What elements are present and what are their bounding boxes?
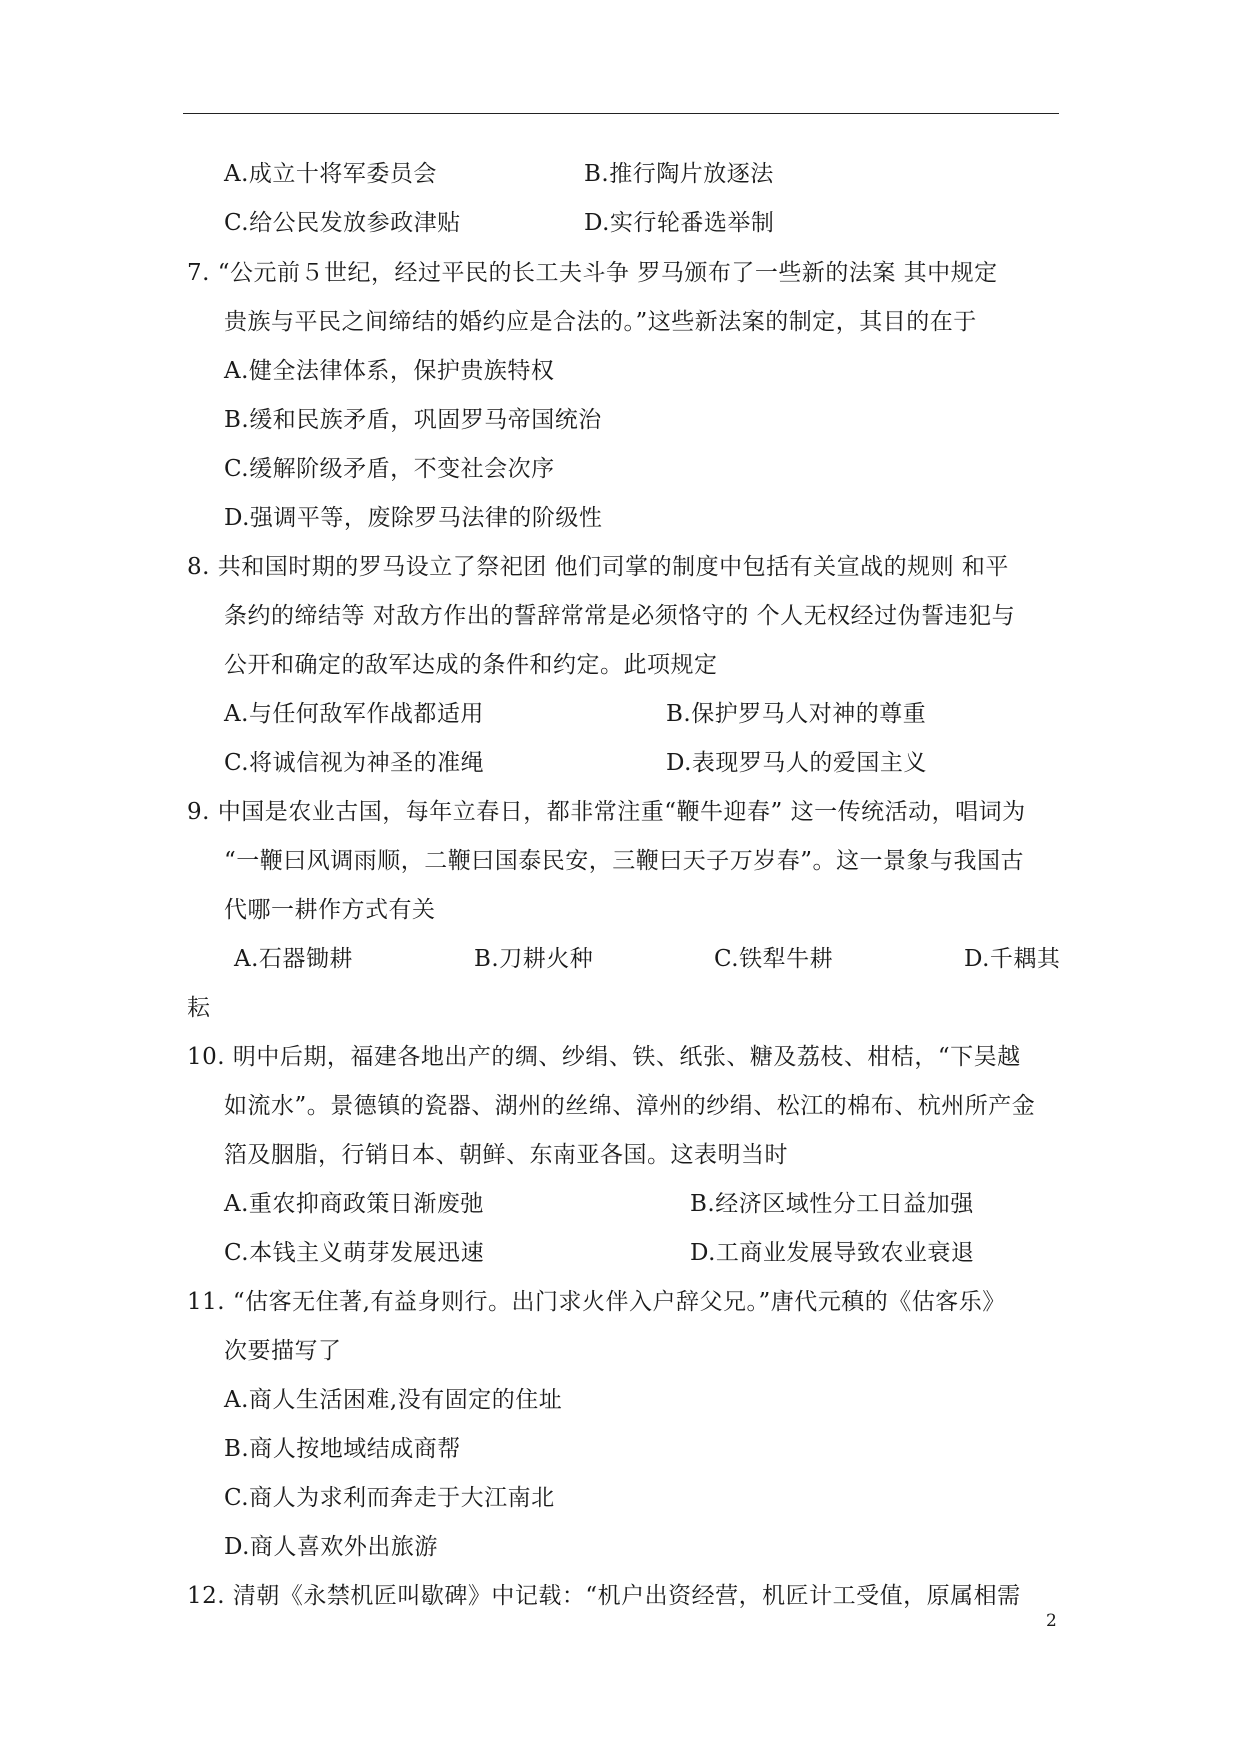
q11-option-b: B.商人按地域结成商帮 — [224, 1436, 461, 1462]
q9-stem-line-1: 9. 中国是农业古国，每年立春日，都非常注重“鞭牛迎春” 这一传统活动，唱词为 — [187, 799, 1026, 825]
q10-option-d: D.工商业发展导致农业衰退 — [690, 1240, 975, 1266]
q10-option-b: B.经济区域性分工日益加强 — [690, 1191, 974, 1217]
q7-stem-line-2: 贵族与平民之间缔结的婚约应是合法的。”这些新法案的制定，其目的在于 — [224, 309, 977, 335]
q9-stem-line-3: 代哪一耕作方式有关 — [224, 897, 436, 923]
q7-option-d: D.强调平等，废除罗马法律的阶级性 — [224, 505, 603, 531]
q11-stem-line-2: 次要描写了 — [224, 1338, 342, 1364]
q10-stem-line-3: 箔及胭脂，行销日本、朝鲜、东南亚各国。这表明当时 — [224, 1142, 788, 1168]
q10-option-a: A.重农抑商政策日渐废弛 — [224, 1191, 484, 1217]
q11-option-c: C.商人为求利而奔走于大江南北 — [224, 1485, 555, 1511]
q6-option-d: D.实行轮番选举制 — [584, 210, 775, 236]
q10-stem-line-2: 如流水”。景德镇的瓷器、湖州的丝绵、漳州的纱绢、松江的棉布、杭州所产金 — [224, 1093, 1036, 1119]
q11-option-a: A.商人生活困难,没有固定的住址 — [224, 1387, 563, 1413]
q9-option-c: C.铁犁牛耕 — [714, 946, 834, 972]
q9-option-d: D.千耦其 — [964, 946, 1061, 972]
q6-option-b: B.推行陶片放逐法 — [584, 161, 774, 187]
q7-option-c: C.缓解阶级矛盾，不变社会次序 — [224, 456, 555, 482]
q8-stem-line-2: 条约的缔结等 对敌方作出的誓辞常常是必须恪守的 个人无权经过伪誓违犯与 — [224, 603, 1016, 629]
q9-option-d-wrap: 耘 — [187, 995, 211, 1021]
q7-option-b: B.缓和民族矛盾，巩固罗马帝国统治 — [224, 407, 602, 433]
q10-stem-line-1: 10. 明中后期，福建各地出产的绸、纱绢、铁、纸张、糖及荔枝、柑桔，“下吴越 — [187, 1044, 1021, 1070]
q11-stem-line-1: 11. “估客无住著,有益身则行。出门求火伴入户辞父兄。”唐代元稹的《估客乐》 — [187, 1289, 1006, 1315]
q8-option-d: D.表现罗马人的爱国主义 — [666, 750, 927, 776]
q6-option-a: A.成立十将军委员会 — [224, 161, 437, 187]
q8-stem-line-3: 公开和确定的敌军达成的条件和约定。此项规定 — [224, 652, 718, 678]
q8-option-a: A.与任何敌军作战都适用 — [224, 701, 484, 727]
q9-stem-line-2: “一鞭曰风调雨顺，二鞭曰国泰民安，三鞭曰天子万岁春”。这一景象与我国古 — [224, 848, 1025, 874]
q11-option-d: D.商人喜欢外出旅游 — [224, 1534, 438, 1560]
header-rule — [183, 113, 1059, 114]
q12-stem-line-1: 12. 清朝《永禁机匠叫歇碑》中记载：“机户出资经营，机匠计工受值，原属相需 — [187, 1583, 1021, 1609]
page-number: 2 — [1046, 1611, 1057, 1631]
q7-stem-line-1: 7. “公元前５世纪，经过平民的长工夫斗争 罗马颁布了一些新的法案 其中规定 — [187, 260, 998, 286]
q7-option-a: A.健全法律体系，保护贵族特权 — [224, 358, 555, 384]
q9-option-b: B.刀耕火种 — [474, 946, 594, 972]
q8-stem-line-1: 8. 共和国时期的罗马设立了祭祀团 他们司掌的制度中包括有关宣战的规则 和平 — [187, 554, 1009, 580]
q9-option-a: A.石器锄耕 — [234, 946, 353, 972]
q8-option-b: B.保护罗马人对神的尊重 — [666, 701, 927, 727]
q10-option-c: C.本钱主义萌芽发展迅速 — [224, 1240, 485, 1266]
q8-option-c: C.将诚信视为神圣的准绳 — [224, 750, 485, 776]
q6-option-c: C.给公民发放参政津贴 — [224, 210, 461, 236]
